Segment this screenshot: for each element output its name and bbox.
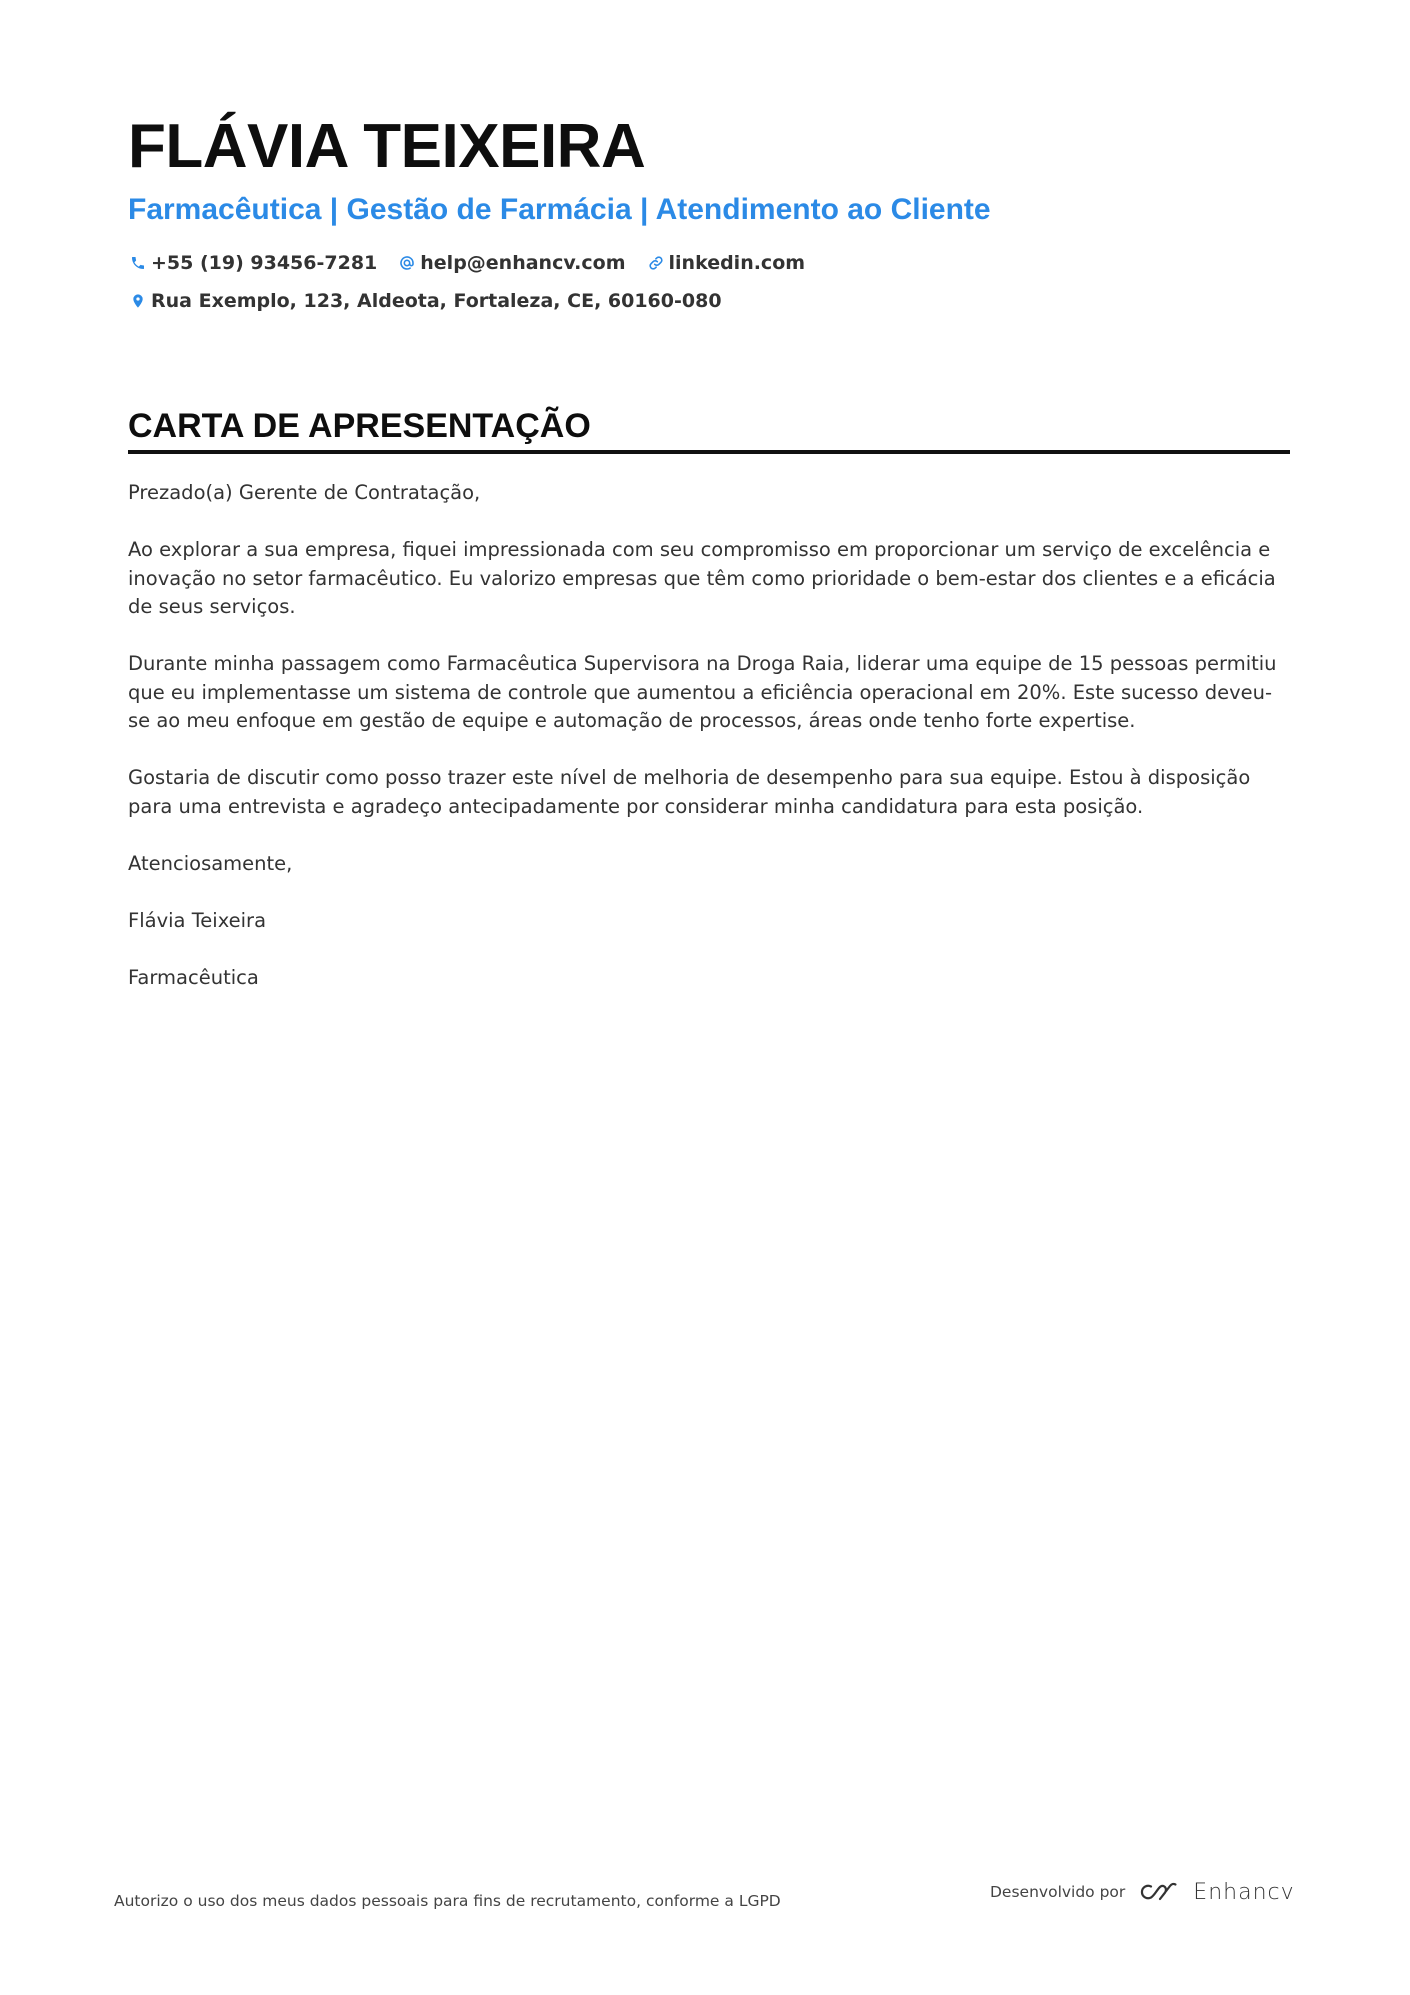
letter-closing: Atenciosamente, [128, 851, 293, 875]
contact-phone [128, 252, 377, 274]
at-icon [397, 253, 417, 273]
phone-text: +55 (19) 93456-7281 [151, 252, 378, 274]
signature-name: Flávia Teixeira [128, 908, 267, 932]
letter-paragraph-3: Gostaria de discutir como posso trazer este nível de melhoria de desempenho para sua equipe. Estou à disposição para uma entrevista e agradeço antecipadamente por considerar minha candidatura para esta posição. [128, 766, 1251, 818]
section-divider [128, 450, 1290, 454]
powered-by[interactable] [990, 1879, 1295, 1905]
enhancv-logo-icon [1137, 1879, 1183, 1905]
signature-title: Farmacêutica [128, 965, 259, 989]
contact-link[interactable] [646, 252, 806, 274]
contact-email[interactable] [397, 252, 625, 274]
consent-note: Autorizo o uso dos meus dados pessoais para fins de recrutamento, conforme a LGPD [114, 1892, 781, 1910]
link-text[interactable]: linkedin.com [668, 252, 806, 274]
section-title: CARTA DE APRESENTAÇÃO [128, 407, 591, 445]
header [128, 110, 1290, 316]
contact-row-primary [128, 248, 1290, 278]
address-text: Rua Exemplo, 123, Aldeota, Fortaleza, CE, 60160-080 [151, 290, 722, 312]
location-pin-icon [128, 291, 148, 311]
phone-icon [128, 253, 148, 273]
contact-address [128, 290, 722, 312]
letter-greeting: Prezado(a) Gerente de Contratação, [128, 481, 481, 504]
link-icon [646, 253, 666, 273]
letter-paragraph-1: Ao explorar a sua empresa, fiquei impressionada com seu compromisso em proporcionar um serviço de excelência e inovação no setor farmacêutico. Eu valorizo empresas que têm como prioridade o bem-estar dos clientes e a eficácia de seus serviços. [128, 538, 1276, 618]
candidate-name: FLÁVIA TEIXEIRA [128, 112, 646, 181]
letter-paragraph-2: Durante minha passagem como Farmacêutica Supervisora na Droga Raia, liderar uma equipe de 15 pessoas permitiu que eu implementasse um sistema de controle que aumentou a eficiência operacional em 20%. Este sucesso deveu-se ao meu enfoque em gestão de equipe e automação de processos, áreas onde tenho forte expertise. [128, 652, 1277, 732]
letter-body [128, 479, 1290, 992]
enhancv-brand: Enhancv [1193, 1879, 1295, 1905]
powered-by-label: Desenvolvido por [990, 1883, 1126, 1901]
cover-letter-section [128, 405, 1290, 1021]
email-text[interactable]: help@enhancv.com [420, 252, 626, 274]
candidate-headline: Farmacêutica | Gestão de Farmácia | Atendimento ao Cliente [128, 193, 991, 226]
contact-row-address [128, 286, 1290, 316]
